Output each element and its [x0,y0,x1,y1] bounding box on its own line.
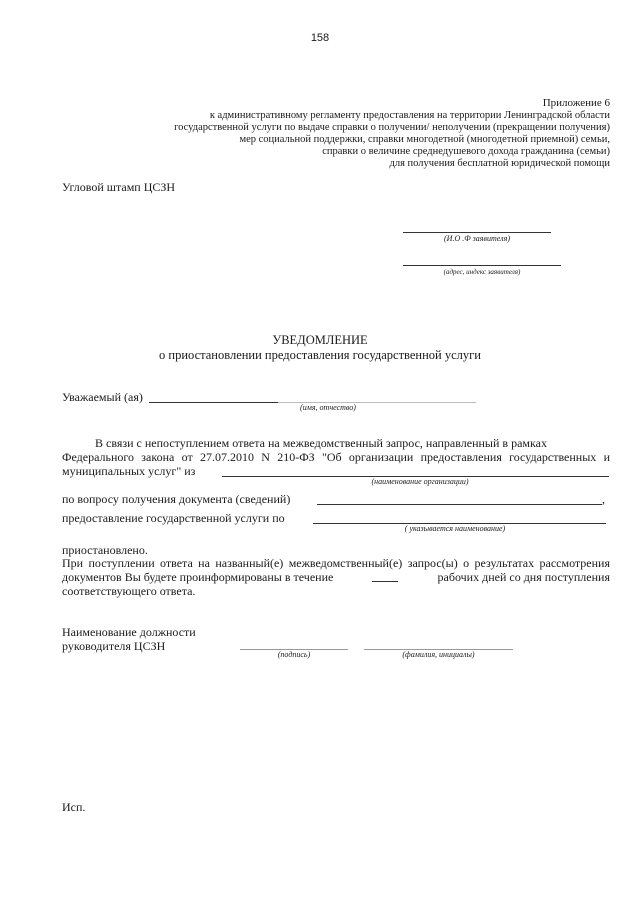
applicant-name-line [403,232,551,233]
signature-caption: (подпись) [277,650,311,659]
suspended-text: приостановлено. [62,543,148,557]
document-question-label: по вопросу получения документа (сведений) [62,492,291,506]
applicant-name-caption: (И.О .Ф заявителя) [444,234,510,243]
page-number: 158 [310,32,330,44]
document-question-comma: , [602,492,605,506]
service-label: предоставление государственной услуги по [62,511,285,525]
applicant-address-line [403,265,561,266]
appendix-line: мер социальной поддержки, справки многодетной (многодетной приемной) семьи, [239,134,610,145]
greeting-caption: (имя, отчество) [300,403,356,412]
greeting-label: Уважаемый (ая) [62,390,143,404]
greeting-name-line [149,402,278,403]
paragraph-line [62,570,610,584]
organization-caption: (наименование организации) [371,477,469,486]
days-count-blank [372,570,398,582]
document-subtitle: о приостановлении предоставления государственной услуги [159,348,481,362]
appendix-title: Приложение 6 [542,97,610,109]
paragraph-line: соответствующего ответа. [62,584,196,598]
document-title: УВЕДОМЛЕНИЕ [272,333,368,347]
name-caption: (фамилия, инициалы) [402,650,475,659]
paragraph-line: В связи с непоступлением ответа на межведомственный запрос, направленный в рамках [95,436,547,450]
appendix-block [174,97,610,170]
service-caption: ( указывается наименование) [404,524,506,533]
paragraph-fragment: документов Вы будете проинформированы в течение [62,570,334,584]
document-question-line [317,504,602,505]
executor-label: Исп. [62,800,86,814]
position-line: Наименование должности [62,625,196,639]
appendix-line: государственной услуги по выдаче справки о получении/ неполучении (прекращении получения) [174,122,610,133]
appendix-line: к административному регламенту предоставления на территории Ленинградской области [209,110,610,121]
appendix-line: справки о величине среднедушевого дохода гражданина (семьи) [322,146,610,157]
paragraph-fragment: рабочих дней со дня поступления [437,570,610,584]
appendix-line: для получения бесплатной юридической помощи [389,158,610,169]
applicant-address-caption: (адрес, индекс заявителя) [443,268,521,276]
position-line: руководителя ЦСЗН [62,639,166,653]
corner-stamp-label: Угловой штамп ЦСЗН [62,180,176,194]
paragraph-line: При поступлении ответа на названный(е) межведомственный(е) запрос(ы) о результатах рассмотрения [62,556,610,570]
paragraph-line: Федерального закона от 27.07.2010 N 210-ФЗ "Об организации предоставления государственных и [62,450,610,464]
paragraph-line: муниципальных услуг" из [62,464,196,478]
